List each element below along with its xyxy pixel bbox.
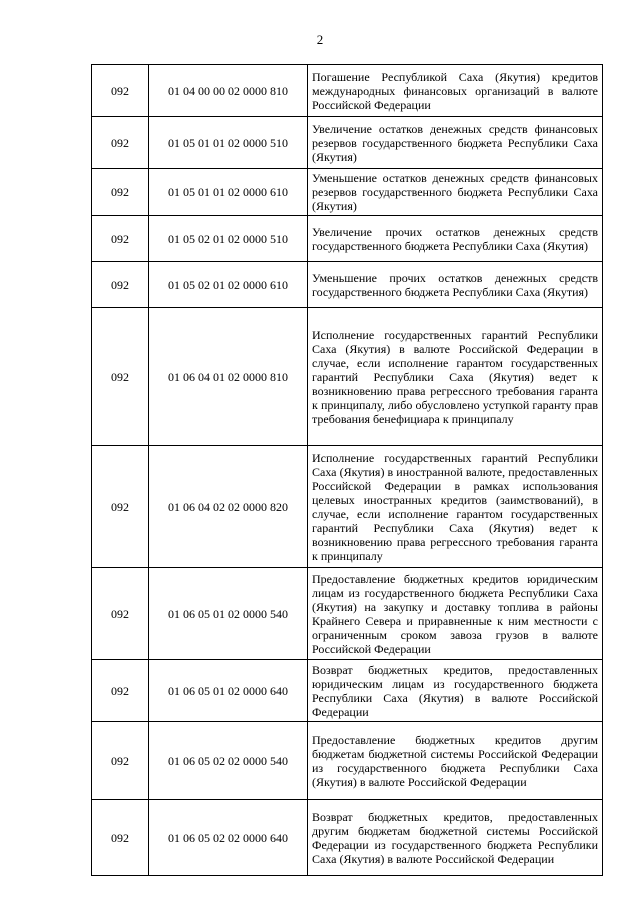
budget-code-cell: 01 05 01 01 02 0000 510 <box>149 117 308 169</box>
budget-code-cell: 01 04 00 00 02 0000 810 <box>149 65 308 117</box>
table-row <box>92 568 603 660</box>
admin-code-cell: 092 <box>92 568 149 660</box>
page-number: 2 <box>316 32 324 47</box>
table-row <box>92 262 603 308</box>
admin-code-cell: 092 <box>92 169 149 216</box>
description-cell: Исполнение государственных гарантий Республики Саха (Якутия) в валюте Российской Федерации в случае, если исполнение гарантом государственных гарантий Республики Саха (Якутия) ведет к возникновению права регрессного требования гаранта к принципалу, либо обусловлено уступкой гаранту прав требования бенефициара к принципалу <box>308 308 603 446</box>
budget-code-cell: 01 06 05 02 02 0000 540 <box>149 722 308 800</box>
admin-code-cell: 092 <box>92 722 149 800</box>
table-row <box>92 308 603 446</box>
budget-code-cell: 01 06 05 01 02 0000 540 <box>149 568 308 660</box>
budget-code-cell: 01 06 05 02 02 0000 640 <box>149 800 308 876</box>
description-cell: Предоставление бюджетных кредитов юридическим лицам из государственного бюджета Республики Саха (Якутия) на закупку и доставку топлива в районы Крайнего Севера и приравненные к ним местности с ограниченным сроком завоза грузов в валюте Российской Федерации <box>308 568 603 660</box>
admin-code-cell: 092 <box>92 117 149 169</box>
description-cell: Увеличение прочих остатков денежных средств государственного бюджета Республики Саха (Якутия) <box>308 216 603 262</box>
table-row <box>92 117 603 169</box>
budget-code-cell: 01 06 04 01 02 0000 810 <box>149 308 308 446</box>
table-row <box>92 65 603 117</box>
table-row <box>92 446 603 568</box>
budget-code-cell: 01 06 04 02 02 0000 820 <box>149 446 308 568</box>
description-cell: Предоставление бюджетных кредитов другим бюджетам бюджетной системы Российской Федерации из государственного бюджета Республики Саха (Якутия) в валюте Российской Федерации <box>308 722 603 800</box>
budget-code-cell: 01 05 01 01 02 0000 610 <box>149 169 308 216</box>
admin-code-cell: 092 <box>92 308 149 446</box>
admin-code-cell: 092 <box>92 446 149 568</box>
table-row <box>92 800 603 876</box>
budget-code-cell: 01 06 05 01 02 0000 640 <box>149 660 308 722</box>
description-cell: Исполнение государственных гарантий Республики Саха (Якутия) в иностранной валюте, предоставленных Российской Федерации в рамках использования целевых иностранных кредитов (заимствований), в случае, если исполнение гарантом государственных гарантий Республики Саха (Якутия) ведет к возникновению права регрессного требования гаранта к принципалу <box>308 446 603 568</box>
table-row <box>92 722 603 800</box>
description-cell: Возврат бюджетных кредитов, предоставленных другим бюджетам бюджетной системы Российской Федерации из государственного бюджета Республики Саха (Якутия) в валюте Российской Федерации <box>308 800 603 876</box>
admin-code-cell: 092 <box>92 660 149 722</box>
table-row <box>92 216 603 262</box>
admin-code-cell: 092 <box>92 262 149 308</box>
admin-code-cell: 092 <box>92 216 149 262</box>
budget-code-cell: 01 05 02 01 02 0000 610 <box>149 262 308 308</box>
description-cell: Увеличение остатков денежных средств финансовых резервов государственного бюджета Республики Саха (Якутия) <box>308 117 603 169</box>
description-cell: Погашение Республикой Саха (Якутия) кредитов международных финансовых организаций в валюте Российской Федерации <box>308 65 603 117</box>
admin-code-cell: 092 <box>92 65 149 117</box>
admin-code-cell: 092 <box>92 800 149 876</box>
description-cell: Возврат бюджетных кредитов, предоставленных юридическим лицам из государственного бюджета Республики Саха (Якутия) в валюте Российской Федерации <box>308 660 603 722</box>
description-cell: Уменьшение остатков денежных средств финансовых резервов государственного бюджета Республики Саха (Якутия) <box>308 169 603 216</box>
budget-classification-table <box>91 64 603 876</box>
description-cell: Уменьшение прочих остатков денежных средств государственного бюджета Республики Саха (Якутия) <box>308 262 603 308</box>
table-row <box>92 660 603 722</box>
table-row <box>92 169 603 216</box>
budget-code-cell: 01 05 02 01 02 0000 510 <box>149 216 308 262</box>
